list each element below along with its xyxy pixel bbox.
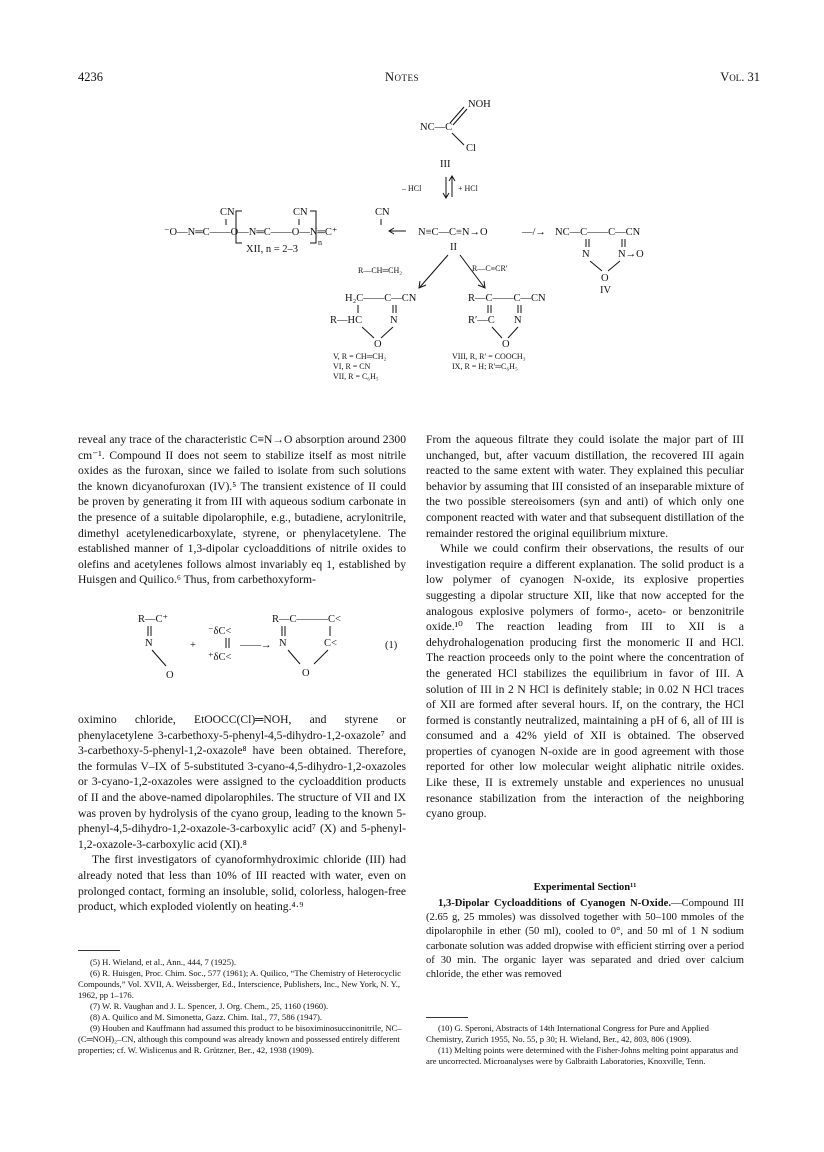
footnote-5: (5) H. Wieland, et al., Ann., 444, 7 (1925). [90, 957, 237, 967]
iii-noh: NOH [468, 99, 491, 110]
v-bond4 [381, 327, 393, 338]
footnote-11: (11) Melting points were determined with the Fisher-Johns melting point apparatus and are uncorrected. Microanalyses were by Galbraith Laboratories, Knoxville, Tenn. [426, 1045, 738, 1066]
footnote-7: (7) W. R. Vaughan and J. L. Spencer, J. Org. Chem., 25, 1160 (1960). [90, 1001, 329, 1011]
eq-bond2 [152, 650, 166, 666]
footnote-8: (8) A. Quilico and M. Simonetta, Gazz. Chim. Ital., 77, 586 (1947). [90, 1012, 322, 1022]
viii-mid-r: R′—C [468, 315, 495, 326]
eq-bond7 [314, 650, 328, 664]
footnote-rule-left [78, 950, 120, 951]
xii-cn1: CN [220, 207, 235, 218]
experimental-text [426, 897, 744, 982]
footnote-6: (6) R. Huisgen, Proc. Chim. Soc., 577 (1961); A. Quilico, “The Chemistry of Heterocyclic Compounds,” Vol. XVII, A. Weissberger, Ed., Interscience, Publishers, Inc., New York, N. Y., 1962, pp 1–176. [78, 968, 401, 1000]
eq-number: (1) [385, 640, 398, 651]
xii-cn3: CN [375, 207, 390, 218]
experimental-body: —Compound III (2.65 g, 25 mmoles) was dissolved together with 50–100 mmoles of the dipolarophile in ether (50 ml), cooled to 0°, and 50 ml of 1 N sodium carbonate solution was added dropwise with efficient stirring over a period of 30 min. The organic layer was separated and dried over calcium chloride, the ether was removed [426, 898, 744, 981]
eq-o: O [166, 670, 174, 681]
iv-n2: N→O [618, 249, 644, 260]
iv-top: NC—C——C—CN [555, 227, 641, 238]
iii-bond-down [452, 133, 464, 145]
eq-n: N [145, 638, 153, 649]
eq-plus: + [190, 640, 196, 651]
footnote-9: (9) Houben and Kauffmann had assumed this product to be bisoximinosuccinonitrile, NC–(C═NOH)₂–CN, although this compound was already known and possessed entirely different properties; cf. W. Wislicenus and R. Grützner, Ber., 42, 1938 (1909). [78, 1023, 402, 1055]
xii-cn2: CN [293, 207, 308, 218]
eq-prod-top: R—C———C< [272, 614, 341, 625]
iv-o: O [601, 273, 609, 284]
left-paragraph-2: oximino chloride, EtOOCC(Cl)═NOH, and styrene or phenylacetylene 3-carbethoxy-5-phenyl-4,5-dihydro-1,2-oxazole⁷ and 3-carbethoxy-5-phenyl-1,2-oxazole⁸ have been obtained. Therefore, the formulas V–IX of 5-substituted 3-cyano-4,5-dihydro-1,2-oxazoles or 3-cyano-1,2-oxazoles were assigned to the cycloaddition products of II and the above-named dipolarophiles. The structure of VII and IX was proven by hydrolysis of the cyano group, leading to the known 5-phenyl-4,5-dihydro-1,2-oxazole-3-carboxylic acid⁷ (X) and 5-phenyl-1,2-oxazole-3-carboxylic acid (XI).⁸ [78, 713, 406, 851]
iii-cl: Cl [466, 143, 476, 154]
not-arrow: —/→ [522, 227, 546, 238]
page-number: 4236 [78, 70, 103, 84]
right-column [426, 432, 744, 822]
volume-label: Vol. 31 [720, 70, 760, 84]
v-o: O [374, 339, 382, 350]
eq-prod-o: O [302, 668, 310, 679]
arrow-to-v [420, 255, 448, 287]
iv-n1: N [582, 249, 590, 260]
reagent-alkyne: R—C≡CR′ [472, 264, 508, 273]
right-paragraph-2: While we could confirm their observations, the results of our investigation require a different explanation. The solid product is a low polymer of cyanogen N-oxide, its explosive properties suggesting a dipolar structure XII, like that now accepted for the analogous explosive polymers of formo-, aceto- or benzonitrile oxide.¹⁰ The reaction leading from III to XII is a dehydrohalogenation producing first the monomeric II and HCl. The reaction proceeds only to the point where the concentration of the generated HCl stabilizes the equilibrium in favor of III. A solution of III in 2 N HCl is definitely stable; in 0.02 N HCl traces of XII are formed after several hours. If, on the contrary, the HCl formed is constantly neutralized, maintaining a pH of 6, all of III is consumed and a 42% yield of XII is obtained. The observed properties of cyanogen N-oxide are in good agreement with those reported for other low molecular weight aliphatic nitrile oxides. Like these, II is extremely unstable and experiences no unusual resonance stabilization from the interaction of the neighboring cyano group. [426, 542, 744, 821]
eq-rc: R—C⁺ [138, 614, 169, 625]
footnotes-left [78, 957, 406, 1056]
experimental-heading: Experimental Section¹¹ [533, 882, 637, 893]
eq-prod-n: N [279, 638, 287, 649]
left-column-top [78, 432, 406, 588]
left-column-bottom [78, 712, 406, 915]
footnote-10: (10) G. Speroni, Abstracts of 14th International Congress for Pure and Applied Chemistry, Zurich 1955, No. 55, p 30; H. Wieland, Ber., 42, 803, 806 (1909). [426, 1023, 709, 1044]
eq-bond6 [288, 650, 300, 664]
v-label-1: V, R = CH═CH₂ [333, 352, 387, 361]
v-label-2: VI, R = CN [333, 362, 371, 371]
footnotes-right [426, 1023, 744, 1067]
viii-o: O [502, 339, 510, 350]
eq-arrow: ——→ [240, 640, 272, 651]
v-mid-n: N [390, 315, 398, 326]
iii-ncc: NC—C [420, 122, 453, 133]
viii-label-1: VIII, R, R′ = COOCH₃ [452, 352, 526, 361]
reagent-alkene: R—CH═CH₂ [358, 266, 403, 275]
right-paragraph-1: From the aqueous filtrate they could isolate the major part of III unchanged, but, after vacuum distillation, the recovered III again reacted to the same extent with water. They explained this peculiar behavior by assuming that III consisted of an inseparable mixture of the two possible stereoisomers (syn and anti) of which only one component reacted with water and that subsequent distillation of the remainder restored the original equilibrium mixture. [426, 433, 744, 540]
v-mid-r: R—HC [330, 315, 363, 326]
eq-dc2: ⁺δC< [208, 652, 232, 663]
eq-prod-c: C< [324, 638, 337, 649]
viii-top: R—C——C—CN [468, 293, 546, 304]
viii-bond3 [492, 327, 502, 338]
v-top: H₂C——C—CN [345, 293, 417, 304]
running-head: Notes [385, 70, 420, 84]
ii-label: II [450, 242, 457, 253]
viii-bond4 [508, 327, 518, 338]
iv-bond4 [608, 261, 620, 271]
ii-formula: N≡C—C≡N→O [418, 227, 488, 238]
xii-label: XII, n = 2–3 [246, 244, 298, 255]
xii-chain: ⁻O—N═C——O—N═C——O—N═C⁺ [164, 227, 338, 238]
viii-label-2: IX, R = H; R′═C₆H₅ [452, 362, 518, 371]
footnote-rule-right [426, 1017, 468, 1018]
iv-bond3 [590, 261, 602, 271]
left-paragraph-1: reveal any trace of the characteristic C≡N→O absorption around 2300 cm⁻¹. Compound II does not seem to stabilize itself as most nitrile oxides as the furoxan, since we failed to isolate from such solutions the known dicyanofuroxan (IV).⁵ The transient existence of II could be proven by generating it from III with aqueous sodium carbonate in the presence of a suitable dipolarophile, e.g., butadiene, acrylonitrile, dimethyl acetylenedicarboxylate, styrene, or phenylacetylene. The established manner of 1,3-dipolar cycloadditions of nitrile oxides to olefins and acetylenes follows almost invariably eq 1, established by Huisgen and Quilico.⁶ Thus, from carbethoxyform- [78, 433, 406, 587]
plus-hcl: + HCl [458, 184, 478, 193]
iii-label: III [440, 159, 451, 170]
xii-n-sub: n [318, 238, 322, 247]
experimental-lead: 1,3-Dipolar Cycloadditions of Cyanogen N-Oxide. [438, 898, 671, 909]
iv-label: IV [600, 285, 612, 296]
reaction-scheme [150, 95, 710, 395]
minus-hcl: – HCl [402, 184, 422, 193]
v-bond3 [362, 327, 374, 338]
v-label-3: VII, R = C₆H₅ [333, 372, 379, 381]
equation-1 [130, 600, 410, 700]
eq-dc1: ⁻δC< [208, 626, 232, 637]
viii-mid-n: N [514, 315, 522, 326]
left-paragraph-3: The first investigators of cyanoformhydroximic chloride (III) had already noted that less than 10% of III reacted with water, even on prolonged contact, forming an insoluble, solid, colorless, halogen-free product, which exploded violently on heating.⁴·⁹ [78, 853, 406, 914]
